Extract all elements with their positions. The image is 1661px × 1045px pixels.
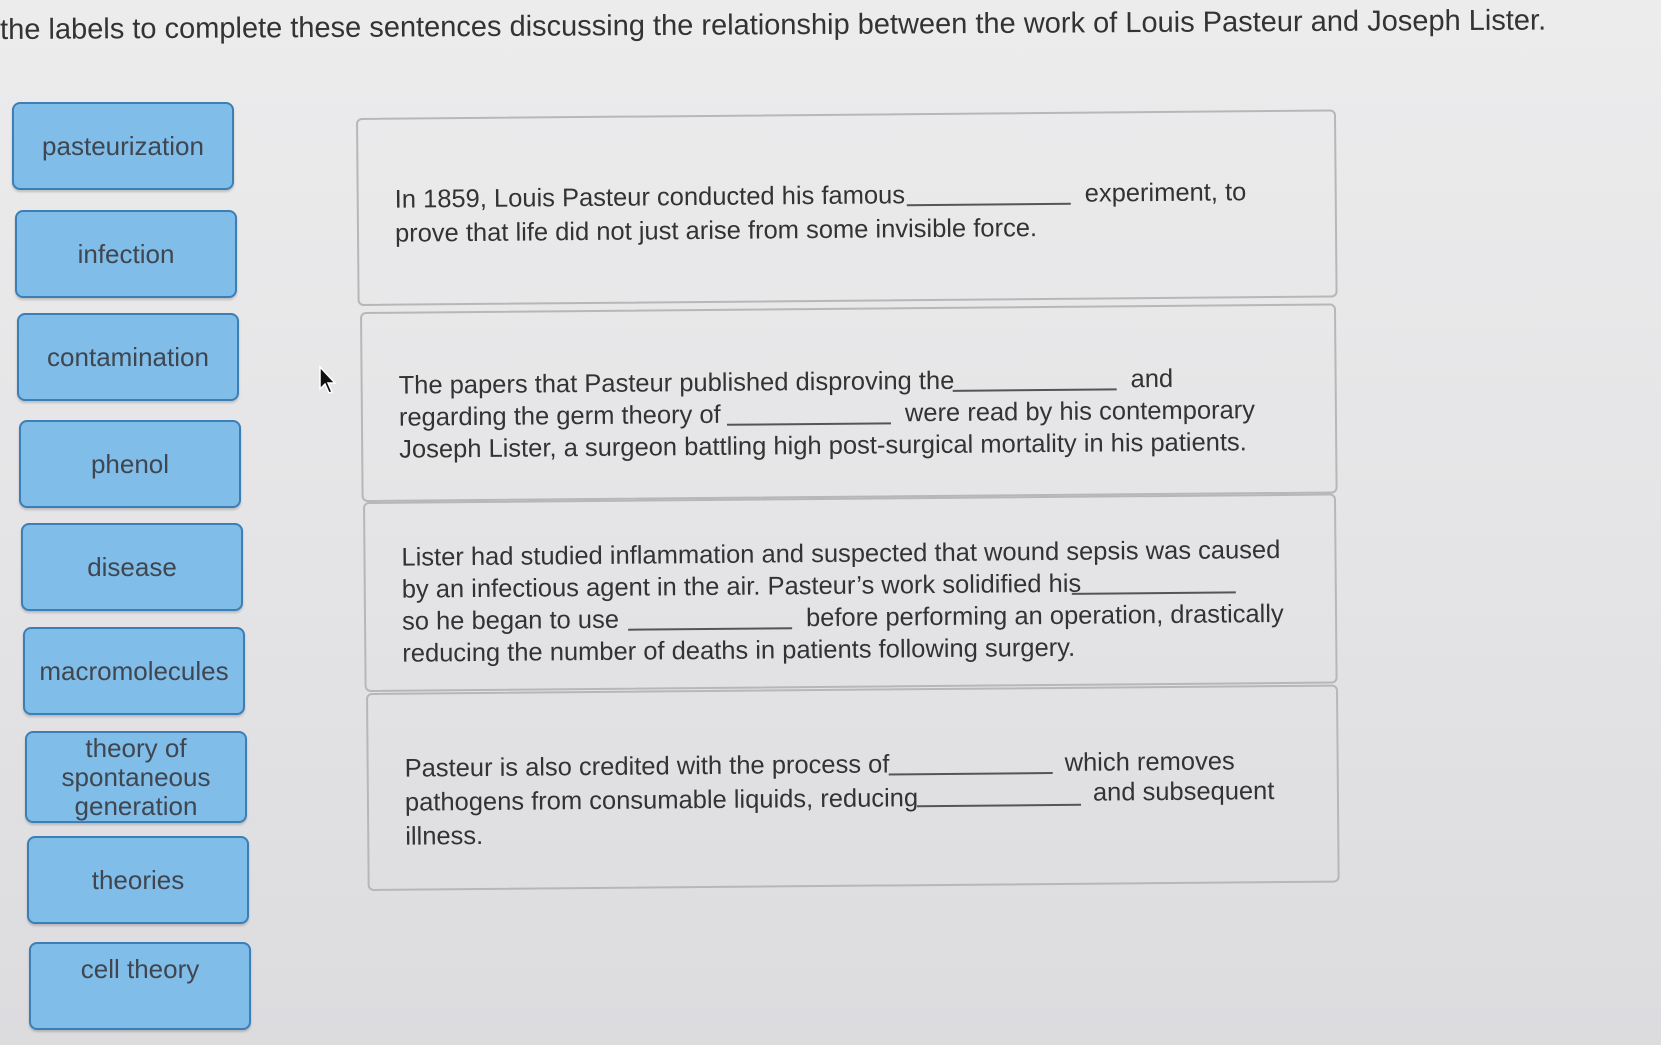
sentence-2-text-b: and xyxy=(1130,364,1174,394)
drop-target-2[interactable] xyxy=(953,388,1117,391)
sentence-card-1 xyxy=(356,109,1338,306)
sentence-4-text-a: Pasteur is also credited with the process of xyxy=(404,750,890,783)
drop-target-5[interactable] xyxy=(628,627,792,630)
sentence-2-text-e: Joseph Lister, a surgeon battling high post-surgical mortality in his patients. xyxy=(399,428,1247,464)
sentence-3-text-e: reducing the number of deaths in patients following surgery. xyxy=(402,633,1076,668)
sentence-4-text-c: pathogens from consumable liquids, reducing xyxy=(404,784,919,817)
sentence-4-text-d: and subsequent xyxy=(1092,777,1275,807)
drop-target-4[interactable] xyxy=(1072,591,1236,594)
drop-target-7[interactable] xyxy=(917,804,1081,807)
label-phenol[interactable]: phenol xyxy=(19,420,241,508)
sentence-2-text-d: were read by his contemporary xyxy=(904,396,1256,428)
drop-target-3[interactable] xyxy=(727,422,891,425)
sentence-2-text-a: The papers that Pasteur published disproving the xyxy=(398,366,955,400)
label-contamination[interactable]: contamination xyxy=(17,313,239,401)
label-disease[interactable]: disease xyxy=(21,523,243,611)
sentence-card-2 xyxy=(360,303,1338,502)
sentence-3-text-d: before performing an operation, drastically xyxy=(805,599,1284,633)
sentence-3-text-b: by an infectious agent in the air. Pasteur’s work solidified his xyxy=(401,569,1082,604)
label-theories[interactable]: theories xyxy=(27,836,249,924)
sentence-card-3 xyxy=(363,494,1338,692)
sentence-card-4 xyxy=(366,685,1340,891)
sentence-1-text-a: In 1859, Louis Pasteur conducted his famous xyxy=(394,181,906,214)
drop-target-1[interactable] xyxy=(907,203,1071,206)
label-macromolecules[interactable]: macromolecules xyxy=(23,627,245,715)
sentence-4-text-b: which removes xyxy=(1064,747,1235,777)
sentence-1-text-c: prove that life did not just arise from some invisible force. xyxy=(394,214,1038,248)
label-cell-theory[interactable]: cell theory xyxy=(29,942,251,1030)
label-pasteurization[interactable]: pasteurization xyxy=(12,102,234,190)
mouse-pointer-icon xyxy=(318,365,340,395)
sentence-2-text-c: regarding the germ theory of xyxy=(398,400,721,432)
sentence-3-text-c: so he began to use xyxy=(401,605,620,636)
sentence-1-text-b: experiment, to xyxy=(1084,178,1247,208)
label-infection[interactable]: infection xyxy=(15,210,237,298)
drop-target-6[interactable] xyxy=(889,772,1053,775)
sentence-3-text-a: Lister had studied inflammation and suspected that wound sepsis was caused xyxy=(401,535,1281,572)
label-theory-of-spontaneous-generation[interactable]: theory of spontaneous generation xyxy=(25,731,247,823)
instructions-text: the labels to complete these sentences discussing the relationship between the work of Louis Pasteur and Joseph Lister. xyxy=(0,4,1547,46)
sentence-4-text-e: illness. xyxy=(405,821,484,851)
